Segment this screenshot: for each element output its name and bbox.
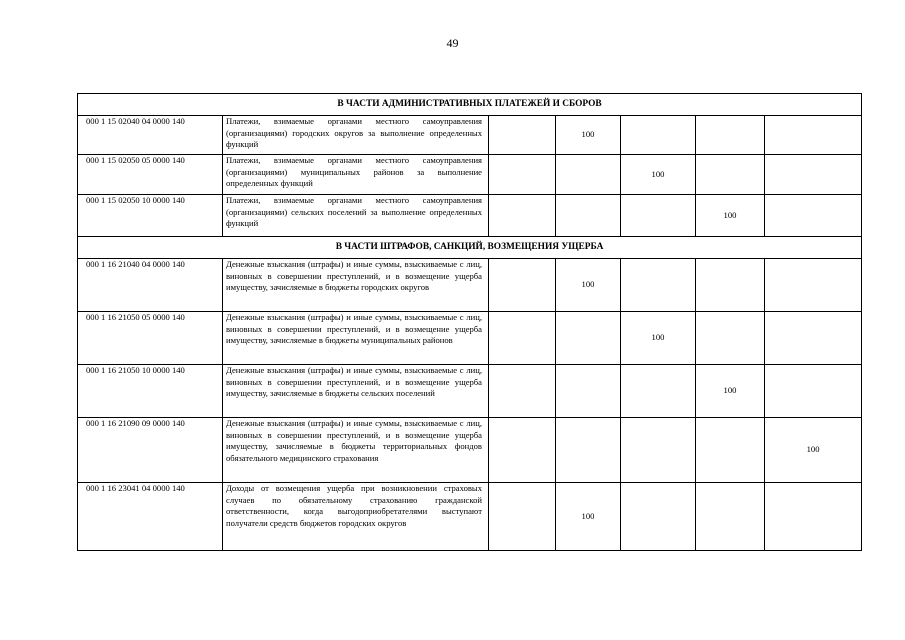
revenue-code: 000 1 16 21050 10 0000 140 <box>78 365 223 418</box>
share-cell <box>621 483 696 551</box>
share-cell <box>489 483 556 551</box>
share-cell <box>621 195 696 237</box>
section-title: В ЧАСТИ АДМИНИСТРАТИВНЫХ ПЛАТЕЖЕЙ И СБОРОВ <box>78 94 862 116</box>
share-cell <box>489 365 556 418</box>
share-cell <box>696 418 765 483</box>
share-cell <box>556 312 621 365</box>
share-cell <box>696 312 765 365</box>
share-cell <box>696 116 765 155</box>
revenue-code: 000 1 15 02050 10 0000 140 <box>78 195 223 237</box>
share-cell: 100 <box>765 418 862 483</box>
share-cell: 100 <box>696 365 765 418</box>
revenue-code: 000 1 15 02050 05 0000 140 <box>78 155 223 195</box>
share-cell: 100 <box>556 116 621 155</box>
share-cell <box>765 483 862 551</box>
share-cell <box>696 155 765 195</box>
share-cell <box>696 483 765 551</box>
share-cell: 100 <box>696 195 765 237</box>
section-header-row <box>78 94 862 116</box>
section-header-row <box>78 237 862 259</box>
share-cell <box>765 365 862 418</box>
share-cell <box>556 195 621 237</box>
share-cell <box>765 116 862 155</box>
share-cell <box>556 418 621 483</box>
budget-revenue-table <box>77 93 862 551</box>
share-cell <box>621 365 696 418</box>
table-row <box>78 312 862 365</box>
share-cell <box>765 259 862 312</box>
revenue-code: 000 1 15 02040 04 0000 140 <box>78 116 223 155</box>
share-cell <box>556 365 621 418</box>
revenue-description: Доходы от возмещения ущерба при возникновении страховых случаев по обязательному страхованию гражданской ответственности, когда выгодоприобретателями выступают получатели средств бюджетов городских округов <box>223 483 489 551</box>
section-title: В ЧАСТИ ШТРАФОВ, САНКЦИЙ, ВОЗМЕЩЕНИЯ УЩЕРБА <box>78 237 862 259</box>
share-cell <box>489 312 556 365</box>
revenue-code: 000 1 16 23041 04 0000 140 <box>78 483 223 551</box>
share-cell <box>765 195 862 237</box>
table-row <box>78 365 862 418</box>
share-cell <box>621 418 696 483</box>
share-cell: 100 <box>621 312 696 365</box>
revenue-description: Денежные взыскания (штрафы) и иные суммы, взыскиваемые с лиц, виновных в совершении преступлений, и в возмещение ущерба имуществу, зачисляемые в бюджеты муниципальных районов <box>223 312 489 365</box>
share-cell: 100 <box>556 483 621 551</box>
share-cell <box>489 195 556 237</box>
share-cell <box>696 259 765 312</box>
revenue-description: Платежи, взимаемые органами местного самоуправления (организациями) муниципальных районов за выполнение определенных функций <box>223 155 489 195</box>
table-row <box>78 418 862 483</box>
share-cell: 100 <box>556 259 621 312</box>
share-cell <box>489 259 556 312</box>
share-cell <box>765 312 862 365</box>
revenue-description: Платежи, взимаемые органами местного самоуправления (организациями) городских округов за выполнение определенных функций <box>223 116 489 155</box>
share-cell <box>489 418 556 483</box>
share-cell <box>621 116 696 155</box>
share-cell <box>489 116 556 155</box>
revenue-code: 000 1 16 21050 05 0000 140 <box>78 312 223 365</box>
table-row <box>78 259 862 312</box>
table-row <box>78 155 862 195</box>
revenue-code: 000 1 16 21040 04 0000 140 <box>78 259 223 312</box>
share-cell <box>556 155 621 195</box>
page-number: 49 <box>446 36 459 50</box>
revenue-description: Денежные взыскания (штрафы) и иные суммы, взыскиваемые с лиц, виновных в совершении преступлений, и в возмещение ущерба имуществу, зачисляемые в бюджеты сельских поселений <box>223 365 489 418</box>
revenue-code: 000 1 16 21090 09 0000 140 <box>78 418 223 483</box>
table-body <box>78 94 862 551</box>
share-cell <box>489 155 556 195</box>
table-row <box>78 116 862 155</box>
revenue-description: Платежи, взимаемые органами местного самоуправления (организациями) сельских поселений за выполнение определенных функций <box>223 195 489 237</box>
table-row <box>78 195 862 237</box>
share-cell <box>765 155 862 195</box>
revenue-description: Денежные взыскания (штрафы) и иные суммы, взыскиваемые с лиц, виновных в совершении преступлений, и в возмещение ущерба имуществу, зачисляемые в бюджеты городских округов <box>223 259 489 312</box>
share-cell: 100 <box>621 155 696 195</box>
revenue-description: Денежные взыскания (штрафы) и иные суммы, взыскиваемые с лиц, виновных в совершении преступлений, и в возмещение ущерба имуществу, зачисляемые в бюджеты территориальных фондов обязательного медицинского страхования <box>223 418 489 483</box>
share-cell <box>621 259 696 312</box>
table-row <box>78 483 862 551</box>
